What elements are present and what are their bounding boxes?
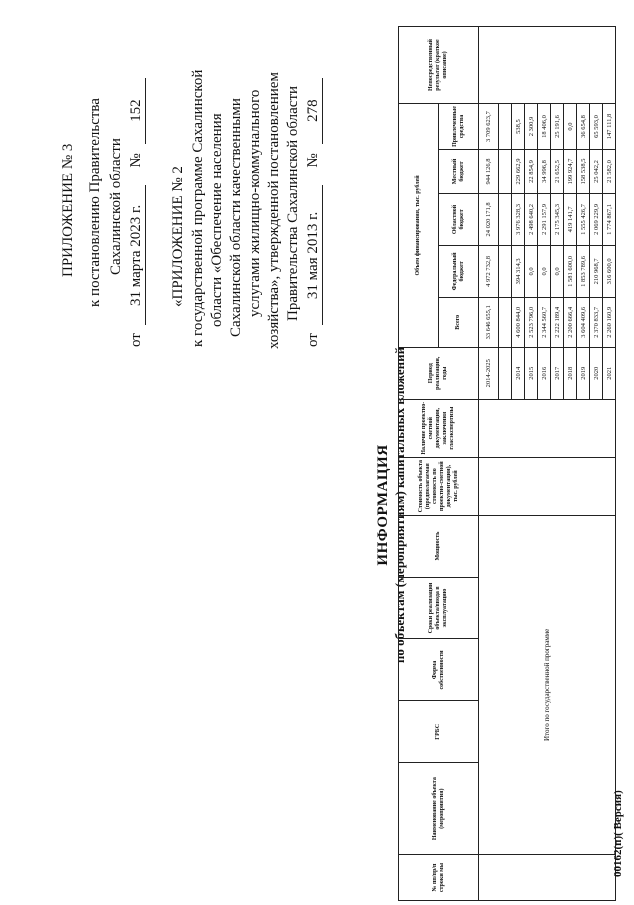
header-capacity: Мощность [399,515,479,577]
appendix2-from-label: от [305,333,321,347]
cell-local: 25 042,2 [590,150,603,194]
appendix2-number: 278 [305,78,323,144]
cell-total: 3 604 409,6 [577,297,590,347]
cell-federal: 0,0 [551,245,564,297]
capital-investment-table [398,26,616,901]
cell-period: 2014 [512,347,525,399]
cell-federal: 0,0 [538,245,551,297]
appendix2-date: 31 мая 2013 г. [305,185,323,325]
cell-federal: 394 314,3 [512,245,525,297]
cell-local: 21 652,5 [551,150,564,194]
cell-num [479,855,616,901]
cell-regional: 1 555 426,7 [577,193,590,245]
cell-period: 2018 [564,347,577,399]
cell-total: 2 523 796,0 [525,297,538,347]
cell-attracted: 25 191,6 [551,104,564,150]
cell-psd [479,399,616,457]
cell-regional: 3 976 328,3 [512,193,525,245]
appendix3-signature-line [128,78,146,347]
cell-attracted: 3 709 623,7 [479,104,499,150]
cell-attracted: 18 406,0 [538,104,551,150]
header-attracted: Привлеченные средства [439,104,479,150]
cell-result [479,27,616,104]
cell-federal: 210 968,7 [590,245,603,297]
header-terms: Сроки реализации объекта/ввода в эксплуатацию [399,577,479,639]
cell-attracted: 0,0 [564,104,577,150]
appendix2-line1: к государственной программе Сахалинской [190,69,206,347]
cell-local: 158 538,5 [577,150,590,194]
cell-local: 22 854,9 [525,150,538,194]
appendix2-line5: хозяйства», утвержденной постановлением [266,72,282,349]
cell-period: 2019 [577,347,590,399]
cell-regional: 419 141,7 [564,193,577,245]
appendix2-line6: Правительства Сахалинской области [285,85,301,321]
appendix2-line2: области «Обеспечение населения [209,113,225,327]
cell-period: 2015 [525,347,538,399]
cell-regional: 1 774 867,1 [603,193,616,245]
cell-cost [479,457,616,515]
cell-total: 2 260 160,9 [603,297,616,347]
cell-federal: 4 972 732,8 [479,245,499,297]
appendix3-title: ПРИЛОЖЕНИЕ № 3 [60,143,76,277]
header-ownership: Форма собственности [399,639,479,701]
cell-regional: 2 175 345,3 [551,193,564,245]
header-regional: Областной бюджет [439,193,479,245]
cell-total: 2 344 560,7 [538,297,551,347]
table-row [479,27,499,901]
header-total: Всего [439,297,479,347]
cell-local: 944 126,8 [479,150,499,194]
cell-local: 229 662,9 [512,150,525,194]
cell-attracted: 65 593,0 [590,104,603,150]
cell-period: 2017 [551,347,564,399]
appendix2-no-label: № [305,153,321,168]
cell-federal: 316 600,0 [603,245,616,297]
cell-period: 2014-2025 [479,347,499,399]
cell-local: 34 996,8 [538,150,551,194]
appendix3-date: 31 марта 2023 г. [128,185,146,325]
cell-total: 4 600 844,0 [512,297,525,347]
cell-regional: 2 069 229,9 [590,193,603,245]
cell-attracted: 36 654,8 [577,104,590,150]
cell-attracted: 2 300,9 [525,104,538,150]
cell-total: 33 646 655,1 [479,297,499,347]
cell-total: 2 222 189,4 [551,297,564,347]
heading-title: ИНФОРМАЦИЯ [375,444,391,566]
appendix2-signature-line [305,78,323,347]
heading-subtitle: по объектам (мероприятиям) капитальных вложений [392,346,407,664]
header-federal: Федеральный бюджет [439,245,479,297]
appendix2-line3: Сахалинской области качественными [228,98,244,337]
header-psd: Наличие проектно-сметной документации, заключения гласэкспертизы [399,399,479,457]
appendix3-line1: к постановлению Правительства [87,98,103,307]
header-local: Местный бюджет [439,150,479,194]
cell-total: 2 370 833,7 [590,297,603,347]
cell-attracted: 147 111,8 [603,104,616,150]
header-name: Наименование объекта (мероприятия) [399,763,479,855]
cell-total: 2 200 666,4 [564,297,577,347]
appendix3-from-label: от [128,333,144,347]
header-num: № пп/пр/п строки мы [399,855,479,901]
cell-regional: 24 020 171,8 [479,193,499,245]
footer-code: 00162(п)( Версия) [612,790,624,877]
cell-local: 199 924,7 [564,150,577,194]
cell-regional: 2 498 640,2 [525,193,538,245]
cell-period: 2020 [590,347,603,399]
cell-federal: 0,0 [525,245,538,297]
appendix3-line2: Сахалинской области [108,138,124,275]
total-label: Итого по государственной программе [479,515,616,854]
header-cost: Стоимость объекта (предполагаемая стоимость по проектно-сметной документации), тыс. рублей [399,457,479,515]
header-period: Период реализации, годы [399,347,479,399]
appendix3-no-label: № [128,153,144,168]
header-funding: Объем финансирования, тыс. рублей [399,104,439,348]
appendix3-number: 152 [128,78,146,144]
table-header-row-1 [399,27,439,901]
cell-federal: 1 581 600,0 [564,245,577,297]
appendix2-line4: услугами жилищно-коммунального [247,89,263,317]
cell-attracted: 538,5 [512,104,525,150]
header-grbs: ГРБС [399,701,479,763]
cell-federal: 1 853 789,6 [577,245,590,297]
appendix2-title: «ПРИЛОЖЕНИЕ № 2 [170,166,186,307]
header-result: Непосредственный результат (краткое описание) [399,27,479,104]
cell-local: 21 582,0 [603,150,616,194]
cell-period: 2016 [538,347,551,399]
cell-period: 2021 [603,347,616,399]
cell-regional: 2 291 157,9 [538,193,551,245]
